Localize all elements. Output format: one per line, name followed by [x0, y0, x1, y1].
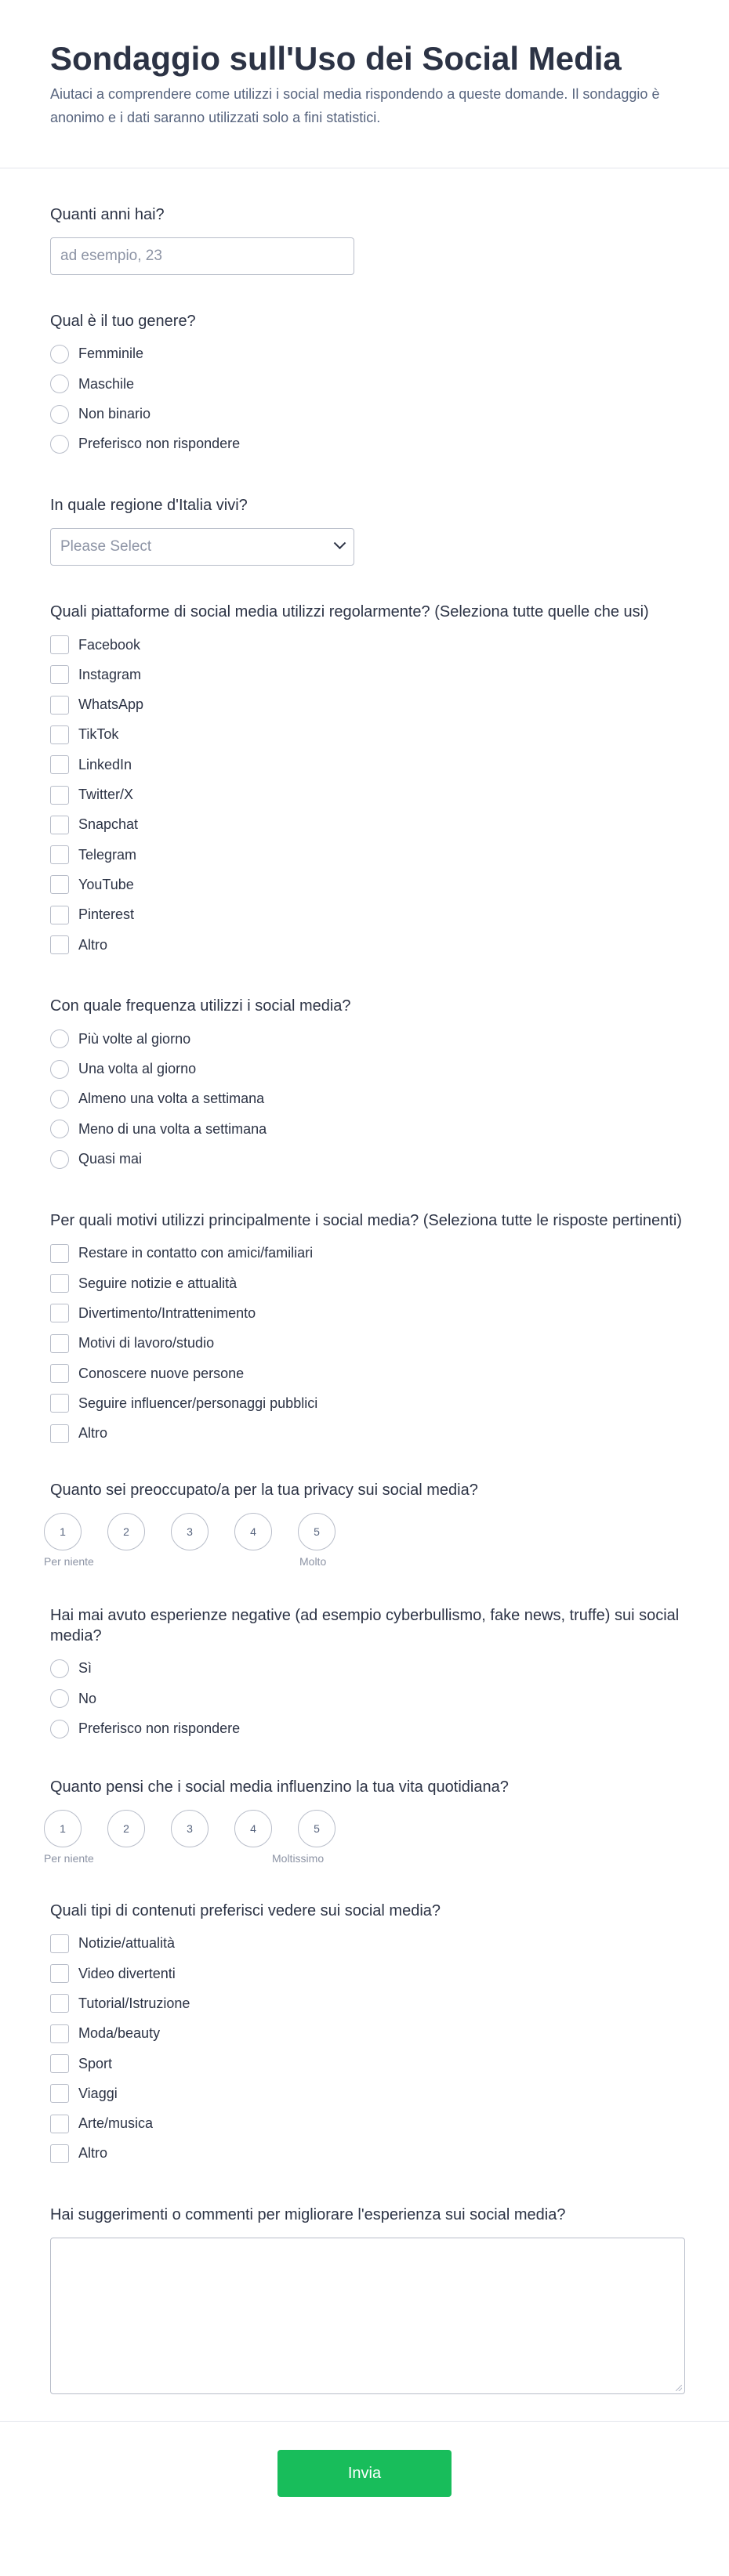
checkbox[interactable] — [50, 935, 69, 954]
form-footer — [0, 2421, 729, 2497]
gender-option-label: Preferisco non rispondere — [78, 436, 241, 452]
platform-option-label: Snapchat — [78, 816, 139, 833]
platform-option[interactable] — [50, 630, 685, 660]
question-label: Quanti anni hai? — [50, 205, 165, 223]
radio-button[interactable] — [50, 405, 69, 424]
survey-form — [0, 168, 729, 2394]
content-option[interactable] — [50, 1929, 685, 1959]
checkbox[interactable] — [50, 906, 69, 924]
checkbox[interactable] — [50, 755, 69, 774]
question-label: In quale regione d'Italia vivi? — [50, 496, 248, 514]
influence-rating-button[interactable]: 2 — [107, 1810, 145, 1847]
question-label: Qual è il tuo genere? — [50, 312, 196, 330]
gender-option-label: Femminile — [78, 346, 144, 362]
platform-option-label: LinkedIn — [78, 756, 132, 772]
reason-option-label: Restare in contatto con amici/familiari — [78, 1245, 314, 1261]
radio-button[interactable] — [50, 1150, 69, 1169]
influence-rating-button[interactable]: 4 — [234, 1810, 272, 1847]
question-label: Hai suggerimenti o commenti per migliorare l'esperienza sui social media? — [50, 2206, 566, 2224]
negative-option[interactable] — [50, 1684, 685, 1713]
checkbox[interactable] — [50, 2144, 69, 2163]
checkbox[interactable] — [50, 725, 69, 744]
question-label: Con quale frequenza utilizzi i social media? — [50, 997, 351, 1015]
frequency-option[interactable] — [50, 1114, 685, 1144]
platform-option[interactable] — [50, 780, 685, 809]
question-label: Quali piattaforme di social media utilizzi regolarmente? (Seleziona tutte quelle che usi) — [50, 602, 649, 620]
reason-option-label: Divertimento/Intrattenimento — [78, 1304, 256, 1321]
platform-option-label: Telegram — [78, 846, 137, 863]
question-gender — [50, 275, 685, 459]
reason-option[interactable] — [50, 1329, 685, 1359]
checkbox[interactable] — [50, 816, 69, 834]
reason-option-label: Conoscere nuove persone — [78, 1365, 245, 1381]
frequency-option-label: Una volta al giorno — [78, 1061, 197, 1077]
checkbox[interactable] — [50, 2024, 69, 2043]
content-option-label: Moda/beauty — [78, 2025, 161, 2042]
frequency-option-label: Almeno una volta a settimana — [78, 1091, 265, 1107]
reason-option-label: Seguire influencer/personaggi pubblici — [78, 1395, 318, 1411]
reason-option-label: Seguire notizie e attualità — [78, 1275, 238, 1291]
influence-high-label: Moltissimo — [272, 1851, 325, 1865]
question-comments — [50, 2169, 685, 2394]
checkbox[interactable] — [50, 1394, 69, 1413]
content-option[interactable] — [50, 2079, 685, 2108]
question-region — [50, 459, 685, 566]
form-description: Aiutaci a comprendere come utilizzi i social media rispondendo a queste domande. Il sondaggio è anonimo e i dati saranno utilizzati solo a fini statistici. — [50, 86, 660, 126]
platform-option-label: Twitter/X — [78, 787, 134, 803]
checkbox[interactable] — [50, 1424, 69, 1443]
checkbox[interactable] — [50, 2115, 69, 2133]
checkbox[interactable] — [50, 2054, 69, 2073]
radio-button[interactable] — [50, 1720, 69, 1738]
platform-option-label: Altro — [78, 936, 108, 953]
content-option-label: Sport — [78, 2055, 113, 2071]
influence-scale-labels — [44, 1847, 373, 1866]
question-label: Quanto pensi che i social media influenzino la tua vita quotidiana? — [50, 1778, 509, 1796]
content-option-list — [50, 1929, 685, 2169]
age-input[interactable] — [50, 237, 354, 275]
radio-button[interactable] — [50, 1060, 69, 1079]
influence-rating-button[interactable]: 5 — [298, 1810, 335, 1847]
radio-button[interactable] — [50, 1659, 69, 1678]
reason-option[interactable] — [50, 1298, 685, 1328]
platform-option-label: Pinterest — [78, 906, 135, 923]
content-option[interactable] — [50, 2139, 685, 2169]
question-age — [50, 168, 685, 275]
question-negative — [50, 1569, 685, 1744]
gender-option[interactable] — [50, 369, 685, 399]
platform-option-label: Facebook — [78, 636, 141, 653]
question-label: Hai mai avuto esperienze negative (ad esempio cyberbullismo, fake news, truffe) sui social media? — [50, 1606, 680, 1644]
platform-option[interactable] — [50, 840, 685, 870]
influence-rating-scale — [44, 1810, 685, 1847]
privacy-low-label: Per niente — [44, 1554, 94, 1568]
radio-button[interactable] — [50, 435, 69, 454]
reason-option[interactable] — [50, 1239, 685, 1268]
content-option-label: Notizie/attualità — [78, 1935, 176, 1952]
gender-option[interactable] — [50, 339, 685, 369]
form-header — [0, 0, 729, 168]
checkbox[interactable] — [50, 1964, 69, 1983]
privacy-rating-button[interactable]: 1 — [44, 1513, 82, 1550]
radio-button[interactable] — [50, 374, 69, 393]
checkbox[interactable] — [50, 635, 69, 654]
content-option[interactable] — [50, 1959, 685, 1988]
frequency-option[interactable] — [50, 1024, 685, 1054]
platform-option-label: WhatsApp — [78, 696, 144, 713]
gender-option-label: Maschile — [78, 375, 135, 392]
content-option[interactable] — [50, 2049, 685, 2079]
checkbox[interactable] — [50, 1934, 69, 1953]
negative-option-label: No — [78, 1690, 97, 1706]
question-frequency — [50, 960, 685, 1174]
content-option-label: Video divertenti — [78, 1965, 176, 1981]
frequency-option[interactable] — [50, 1084, 685, 1114]
checkbox[interactable] — [50, 1364, 69, 1383]
frequency-option[interactable] — [50, 1055, 685, 1084]
reason-option[interactable] — [50, 1418, 685, 1448]
chevron-down-icon — [334, 537, 346, 550]
radio-button[interactable] — [50, 1090, 69, 1109]
influence-low-label: Per niente — [44, 1851, 94, 1865]
gender-option[interactable] — [50, 399, 685, 429]
checkbox[interactable] — [50, 1304, 69, 1322]
platform-option[interactable] — [50, 870, 685, 899]
platform-option-list — [50, 630, 685, 960]
gender-option-list — [50, 339, 685, 459]
frequency-option-list — [50, 1024, 685, 1174]
influence-rating-button[interactable]: 3 — [171, 1810, 209, 1847]
question-label: Per quali motivi utilizzi principalmente i social media? (Seleziona tutte le risposte pertinenti) — [50, 1211, 682, 1229]
question-privacy — [44, 1449, 685, 1569]
checkbox[interactable] — [50, 1334, 69, 1353]
platform-option[interactable] — [50, 750, 685, 780]
negative-option[interactable] — [50, 1713, 685, 1743]
checkbox[interactable] — [50, 2084, 69, 2103]
privacy-rating-button[interactable]: 3 — [171, 1513, 209, 1550]
checkbox[interactable] — [50, 696, 69, 715]
platform-option[interactable] — [50, 660, 685, 689]
platform-option-label: Instagram — [78, 666, 142, 682]
gender-option-label: Non binario — [78, 406, 151, 421]
radio-button[interactable] — [50, 1689, 69, 1708]
privacy-rating-button[interactable]: 4 — [234, 1513, 272, 1550]
frequency-option-label: Più volte al giorno — [78, 1030, 191, 1047]
reason-option-label: Motivi di lavoro/studio — [78, 1335, 215, 1351]
checkbox[interactable] — [50, 786, 69, 805]
frequency-option-label: Quasi mai — [78, 1151, 143, 1167]
region-select[interactable] — [50, 528, 354, 566]
content-option-label: Viaggi — [78, 2085, 118, 2101]
negative-option-label: Sì — [78, 1660, 92, 1677]
reason-option[interactable] — [50, 1359, 685, 1388]
content-option-label: Arte/musica — [78, 2115, 154, 2132]
platform-option[interactable] — [50, 810, 685, 840]
question-label: Quanto sei preoccupato/a per la tua privacy sui social media? — [50, 1481, 478, 1499]
form-title: Sondaggio sull'Uso dei Social Media — [50, 40, 622, 77]
content-option[interactable] — [50, 2108, 685, 2138]
platform-option[interactable] — [50, 900, 685, 930]
radio-button[interactable] — [50, 1120, 69, 1138]
question-influence — [44, 1744, 685, 1866]
privacy-rating-button[interactable]: 2 — [107, 1513, 145, 1550]
question-content — [50, 1866, 685, 2169]
platform-option[interactable] — [50, 930, 685, 960]
question-reasons — [50, 1174, 685, 1449]
influence-rating-button[interactable]: 1 — [44, 1810, 82, 1847]
checkbox[interactable] — [50, 1244, 69, 1263]
platform-option[interactable] — [50, 690, 685, 720]
reason-option[interactable] — [50, 1268, 685, 1298]
checkbox[interactable] — [50, 665, 69, 684]
privacy-scale-labels — [44, 1550, 373, 1569]
reason-option[interactable] — [50, 1388, 685, 1418]
radio-button[interactable] — [50, 1029, 69, 1048]
gender-option[interactable] — [50, 429, 685, 459]
platform-option[interactable] — [50, 720, 685, 750]
frequency-option-label: Meno di una volta a settimana — [78, 1120, 267, 1137]
reason-option-list — [50, 1239, 685, 1449]
negative-option-label: Preferisco non rispondere — [78, 1720, 241, 1737]
checkbox[interactable] — [50, 875, 69, 894]
question-platforms — [50, 566, 685, 960]
submit-button[interactable]: Invia — [277, 2450, 452, 2497]
radio-button[interactable] — [50, 345, 69, 364]
platform-option-label: YouTube — [78, 876, 134, 892]
negative-option-list — [50, 1654, 685, 1744]
platform-option-label: TikTok — [78, 726, 119, 743]
region-select-value: Please Select — [60, 537, 152, 555]
comments-textarea[interactable] — [50, 2238, 685, 2394]
negative-option[interactable] — [50, 1654, 685, 1684]
frequency-option[interactable] — [50, 1144, 685, 1174]
reason-option-label: Altro — [78, 1425, 108, 1442]
content-option[interactable] — [50, 2019, 685, 2049]
content-option-label: Tutorial/Istruzione — [78, 1995, 190, 2011]
privacy-rating-button[interactable]: 5 — [298, 1513, 335, 1550]
content-option-label: Altro — [78, 2145, 108, 2162]
privacy-high-label: Molto — [299, 1554, 327, 1568]
content-option[interactable] — [50, 1988, 685, 2018]
checkbox[interactable] — [50, 845, 69, 864]
checkbox[interactable] — [50, 1994, 69, 2013]
resize-handle-icon[interactable] — [676, 2385, 682, 2391]
question-label: Quali tipi di contenuti preferisci vedere sui social media? — [50, 1901, 441, 1919]
privacy-rating-scale — [44, 1513, 685, 1550]
checkbox[interactable] — [50, 1274, 69, 1293]
